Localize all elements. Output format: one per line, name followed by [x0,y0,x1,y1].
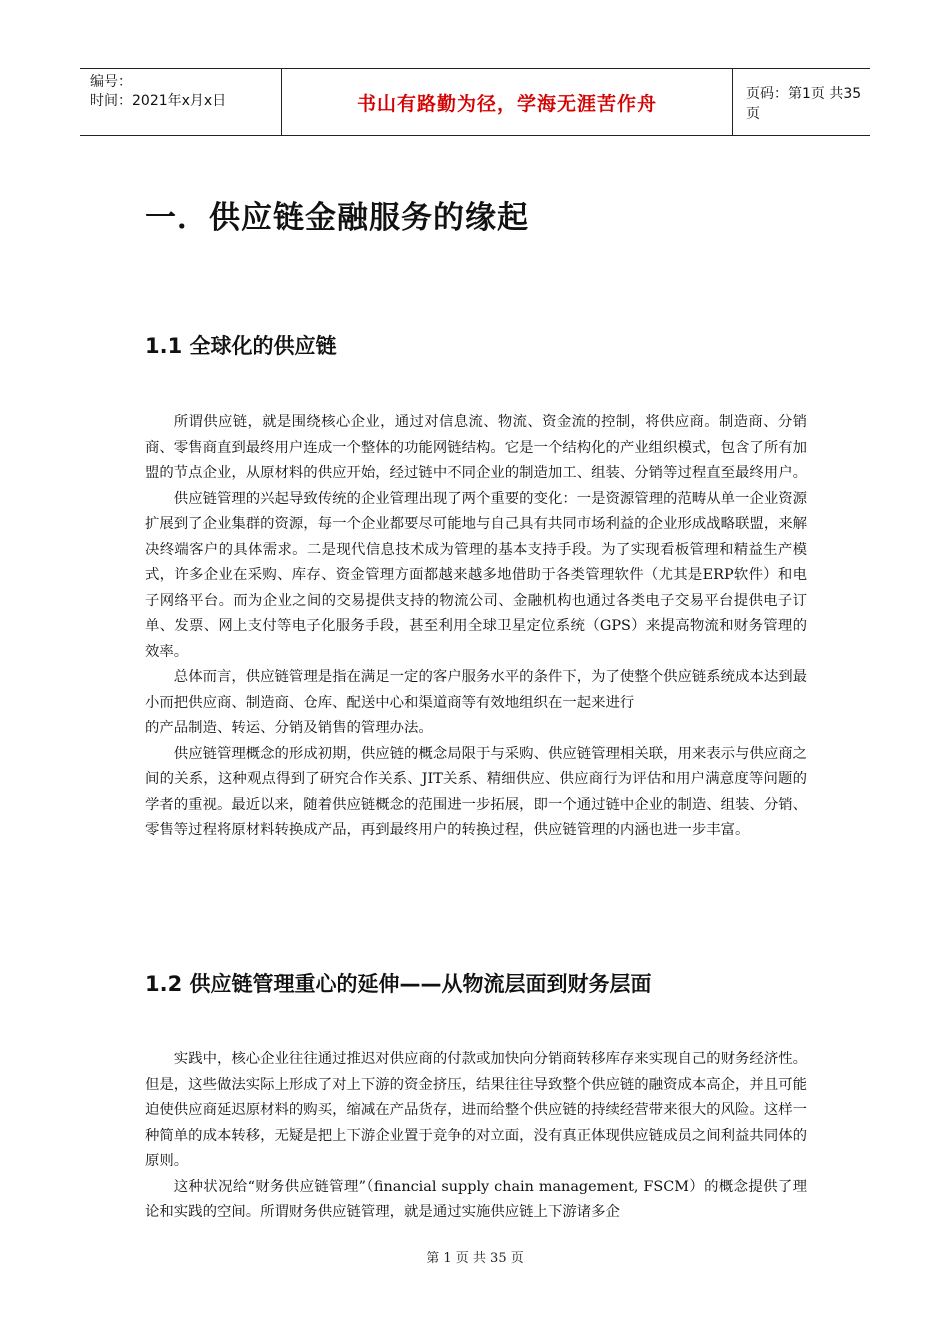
paragraph: 的产品制造、转运、分销及销售的管理办法。 [145,720,433,736]
code-label: 编号： [90,74,132,90]
page-footer: 第 1 页 共 35 页 [426,1251,524,1266]
header-page-label: 页码：第1页 共35页 [746,86,862,122]
section-1-heading: 1.1 全球化的供应链 [145,334,337,358]
paragraph: 所谓供应链，就是围绕核心企业，通过对信息流、物流、资金流的控制，将供应商。制造商、分销商、零售商直到最终用户连成一个整体的功能网链结构。它是一个结构化的产业组织模式，包含了所有加盟的节点企业，从原材料的供应开始，经过链中不同企业的制造加工、组装、分销等过程直至最终用户。 [145,414,807,481]
document-title: 一．供应链金融服务的缘起 [145,200,529,236]
paragraph: 供应链管理的兴起导致传统的企业管理出现了两个重要的变化：一是资源管理的范畴从单一企业资源扩展到了企业集群的资源，每一个企业都要尽可能地与自己具有共同市场利益的企业形成战略联盟，来解决终端客户的具体需求。二是现代信息技术成为管理的基本支持手段。为了实现看板管理和精益生产模式，许多企业在采购、库存、资金管理方面都越来越多地借助于各类管理软件（尤其是ERP软件）和电子网络平台。而为企业之间的交易提供支持的物流公司、金融机构也通过各类电子交易平台提供电子订单、发票、网上支付等电子化服务手段，甚至利用全球卫星定位系统（GPS）来提高物流和财务管理的效率。 [145,490,807,660]
header-meta [90,73,226,111]
section-1-body [145,410,807,844]
date-label: 时间：2021年x月x日 [90,93,227,109]
section-2-heading: 1.2 供应链管理重心的延伸——从物流层面到财务层面 [145,972,652,996]
paragraph: 这种状况给“财务供应链管理”（financial supply chain management, FSCM）的概念提供了理论和实践的空间。所谓财务供应链管理，就是通过实施供应链上下游诸多企 [145,1178,807,1220]
header-motto: 书山有路勤为径，学海无涯苦作舟 [281,68,733,136]
paragraph: 实践中，核心企业往往通过推迟对供应商的付款或加快向分销商转移库存来实现自己的财务经济性。但是，这些做法实际上形成了对上下游的资金挤压，结果往往导致整个供应链的融资成本高企，并且可能迫使供应商延迟原材料的购买，缩减在产品货存，进而给整个供应链的持续经营带来很大的风险。这样一种简单的成本转移，无疑是把上下游企业置于竞争的对立面，没有真正体现供应链成员之间利益共同体的原则。 [145,1051,807,1169]
paragraph: 总体而言，供应链管理是指在满足一定的客户服务水平的条件下，为了使整个供应链系统成本达到最小而把供应商、制造商、仓库、配送中心和渠道商等有效地组织在一起来进行 [145,669,807,711]
page-header [80,68,870,136]
section-2-body [145,1047,807,1226]
paragraph: 供应链管理概念的形成初期，供应链的概念局限于与采购、供应链管理相关联，用来表示与供应商之间的关系，这种观点得到了研究合作关系、JIT关系、精细供应、供应商行为评估和用户满意度等问题的学者的重视。最近以来，随着供应链概念的范围进一步拓展，即一个通过链中企业的制造、组装、分销、零售等过程将原材料转换成产品，再到最终用户的转换过程，供应链管理的内涵也进一步丰富。 [145,745,807,838]
